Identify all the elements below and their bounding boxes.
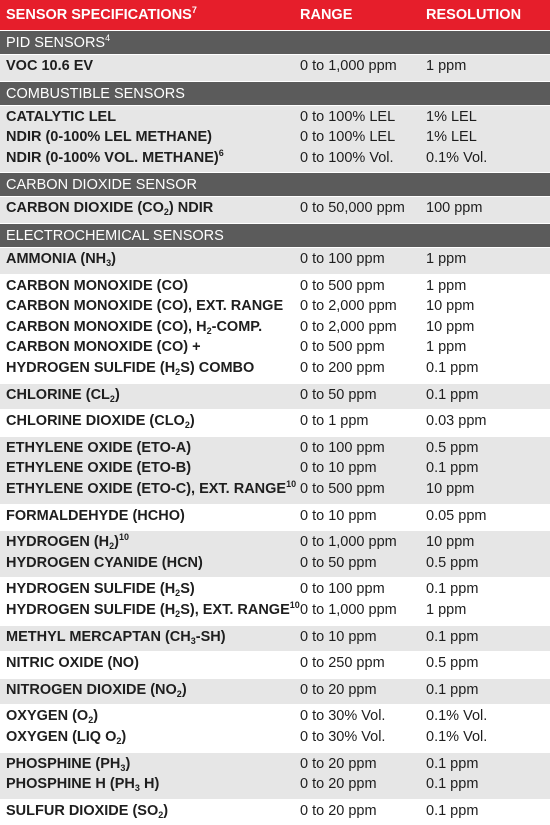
range-cell: 0 to 100% Vol. (300, 149, 394, 166)
table-row-group (0, 247, 550, 274)
range-cell: 0 to 100% LEL (300, 129, 396, 146)
table-row-group (0, 436, 550, 504)
resolution-cell: 10 ppm (426, 298, 475, 315)
table-row (0, 58, 550, 79)
table-row (0, 708, 550, 729)
range-cell: 0 to 1 ppm (300, 413, 369, 430)
table-row (0, 460, 550, 481)
sensor-name-cell: FORMALDEHYDE (HCHO) (6, 507, 185, 524)
table-row-group (0, 625, 550, 652)
sensor-name-cell: NDIR (0-100% LEL METHANE) (6, 129, 212, 146)
sensor-name-cell: METHYL MERCAPTAN $(CH_3-SH)$ (6, 628, 226, 646)
sensor-name-cell: CARBON MONOXIDE (CO) + (6, 339, 201, 356)
table-row-group (0, 196, 550, 223)
sensor-name-cell: HYDROGEN CYANIDE (HCN) (6, 554, 203, 571)
table-row-group (0, 678, 550, 705)
table-row (0, 440, 550, 461)
resolution-cell: 10 ppm (426, 318, 475, 335)
sensor-name-cell: HYDROGEN SULFIDE $(H_2S)$, EXT. RANGE$^{10}$ (6, 599, 300, 619)
table-row (0, 629, 550, 650)
sensor-name-cell: PHOSPHINE $(PH_3)$ (6, 755, 131, 773)
table-row (0, 278, 550, 299)
sensor-name-cell: NITROGEN DIOXIDE $(NO_2)$ (6, 681, 187, 699)
table-row (0, 803, 550, 824)
section-header (0, 223, 550, 247)
table-row-group (0, 704, 550, 751)
resolution-cell: 1 ppm (426, 601, 467, 618)
table-row (0, 129, 550, 150)
range-cell: 0 to 500 ppm (300, 277, 385, 294)
range-cell: 0 to 250 ppm (300, 655, 385, 672)
resolution-cell: 1% LEL (426, 129, 477, 146)
table-row (0, 251, 550, 272)
resolution-cell: 0.1 ppm (426, 755, 479, 772)
header-sensor-specifications: SENSOR SPECIFICATIONS$^7$ (6, 5, 197, 23)
resolution-cell: 1% LEL (426, 108, 477, 125)
table-row (0, 599, 550, 623)
table-row-group (0, 383, 550, 410)
resolution-cell: 0.1% Vol. (426, 149, 488, 166)
range-cell: 0 to 10 ppm (300, 460, 377, 477)
resolution-cell: 1 ppm (426, 277, 467, 294)
table-row (0, 200, 550, 221)
section-title: ELECTROCHEMICAL SENSORS (6, 228, 224, 244)
range-cell: 0 to 500 ppm (300, 339, 385, 356)
sensor-name-cell: SULFUR DIOXIDE $(SO_2)$ (6, 802, 169, 820)
sensor-name-cell: PHOSPHINE H ($PH_3$ H) (6, 776, 160, 794)
table-row (0, 109, 550, 130)
sensor-name-cell: OXYGEN $(O_2)$ (6, 708, 99, 726)
resolution-cell: 1 ppm (426, 339, 467, 356)
table-row (0, 756, 550, 777)
range-cell: 0 to 10 ppm (300, 507, 377, 524)
resolution-cell: 0.5 ppm (426, 655, 479, 672)
table-row-group (0, 752, 550, 799)
sensor-name-cell: CARBON MONOXIDE (CO), EXT. RANGE (6, 298, 284, 315)
range-cell: 0 to 100 ppm (300, 581, 385, 598)
range-cell: 0 to 100 ppm (300, 251, 385, 267)
section-header (0, 172, 550, 196)
resolution-cell: 1 ppm (426, 58, 467, 74)
sensor-name-cell: HYDROGEN SULFIDE $(H_2S)$ (6, 581, 195, 599)
resolution-cell: 0.05 ppm (426, 507, 487, 524)
sensor-name-cell: CHLORINE $(CL_2)$ (6, 386, 120, 404)
table-row (0, 147, 550, 171)
table-row (0, 339, 550, 360)
table-row-group (0, 530, 550, 577)
table-row (0, 581, 550, 602)
section-title: COMBUSTIBLE SENSORS (6, 85, 185, 102)
table-row-group (0, 54, 550, 81)
sensor-name-cell: HYDROGEN SULFIDE $(H_2S)$ COMBO (6, 359, 255, 377)
header-range: RANGE (300, 7, 353, 23)
table-row (0, 508, 550, 529)
table-row-group (0, 577, 550, 624)
resolution-cell: 0.5 ppm (426, 554, 479, 571)
resolution-cell: 0.1 ppm (426, 386, 479, 403)
sensor-name-cell: CARBON MONOXIDE (CO) (6, 277, 189, 294)
sensor-name-cell: CHLORINE DIOXIDE $(CLO_2)$ (6, 413, 195, 431)
resolution-cell: 0.1 ppm (426, 802, 479, 819)
table-row (0, 319, 550, 340)
resolution-cell: 10 ppm (426, 480, 475, 497)
range-cell: 0 to 1,000 ppm (300, 58, 397, 74)
header-resolution: RESOLUTION (426, 7, 522, 23)
range-cell: 0 to 100 ppm (300, 439, 385, 456)
resolution-cell: 0.1 ppm (426, 359, 479, 376)
resolution-cell: 0.1 ppm (426, 460, 479, 477)
range-cell: 0 to 20 ppm (300, 681, 377, 698)
table-row (0, 555, 550, 576)
resolution-cell: 0.1% Vol. (426, 708, 488, 725)
resolution-cell: 0.1 ppm (426, 581, 479, 598)
resolution-cell: 0.1 ppm (426, 776, 479, 793)
range-cell: 0 to 100% LEL (300, 108, 396, 125)
table-row (0, 387, 550, 408)
range-cell: 0 to 30% Vol. (300, 708, 386, 725)
table-row (0, 298, 550, 319)
range-cell: 0 to 1,000 ppm (300, 534, 397, 551)
table-row (0, 534, 550, 555)
range-cell: 0 to 50 ppm (300, 554, 377, 571)
resolution-cell: 10 ppm (426, 534, 475, 551)
range-cell: 0 to 20 ppm (300, 776, 377, 793)
range-cell: 0 to 1,000 ppm (300, 601, 397, 618)
sensor-name-cell: CATALYTIC LEL (6, 108, 117, 125)
resolution-cell: 100 ppm (426, 200, 483, 217)
table-row-group (0, 651, 550, 678)
sensor-name-cell: HYDROGEN $(H_2)^{10}$ (6, 532, 129, 552)
resolution-cell: 0.1% Vol. (426, 728, 488, 745)
sensor-name-cell: AMMONIA $(NH_3)$ (6, 251, 116, 268)
table-row (0, 413, 550, 434)
resolution-cell: 0.5 ppm (426, 439, 479, 456)
range-cell: 0 to 30% Vol. (300, 728, 386, 745)
section-title: PID SENSORS$^4$ (6, 33, 111, 51)
sensor-name-cell: OXYGEN (LIQ $O_2$) (6, 728, 127, 746)
sensor-name-cell: ETHYLENE OXIDE (ETO-A) (6, 439, 192, 456)
resolution-cell: 0.03 ppm (426, 413, 487, 430)
range-cell: 0 to 200 ppm (300, 359, 385, 376)
section-header (0, 81, 550, 105)
sensor-name-cell: ETHYLENE OXIDE (ETO-C), EXT. RANGE$^{10}$ (6, 478, 297, 497)
table-row-group (0, 409, 550, 436)
resolution-cell: 0.1 ppm (426, 628, 479, 645)
sensor-name-cell: NITRIC OXIDE (NO) (6, 655, 139, 672)
sensor-name-cell: CARBON MONOXIDE (CO), $H_2$-COMP. (6, 318, 263, 336)
table-header (0, 0, 550, 30)
range-cell: 0 to 10 ppm (300, 628, 377, 645)
range-cell: 0 to 20 ppm (300, 755, 377, 772)
table-row-group (0, 105, 550, 173)
section-title: CARBON DIOXIDE SENSOR (6, 177, 197, 194)
range-cell: 0 to 20 ppm (300, 802, 377, 819)
table-row-group (0, 799, 550, 825)
sensor-name-cell: NDIR (0-100% VOL. METHANE)$^6$ (6, 147, 224, 166)
sensor-name-cell: VOC 10.6 EV (6, 58, 94, 74)
table-row (0, 478, 550, 502)
resolution-cell: 1 ppm (426, 251, 467, 267)
sensor-name-cell: ETHYLENE OXIDE (ETO-B) (6, 460, 192, 477)
range-cell: 0 to 50,000 ppm (300, 200, 405, 217)
table-row (0, 655, 550, 676)
table-row (0, 729, 550, 750)
table-row-group (0, 504, 550, 531)
sensor-name-cell: CARBON DIOXIDE $(CO_2)$ NDIR (6, 200, 214, 218)
range-cell: 0 to 2,000 ppm (300, 298, 397, 315)
range-cell: 0 to 500 ppm (300, 480, 385, 497)
table-row-group (0, 274, 550, 383)
resolution-cell: 0.1 ppm (426, 681, 479, 698)
range-cell: 0 to 2,000 ppm (300, 318, 397, 335)
table-row (0, 360, 550, 381)
range-cell: 0 to 50 ppm (300, 386, 377, 403)
table-row (0, 682, 550, 703)
section-header (0, 30, 550, 54)
